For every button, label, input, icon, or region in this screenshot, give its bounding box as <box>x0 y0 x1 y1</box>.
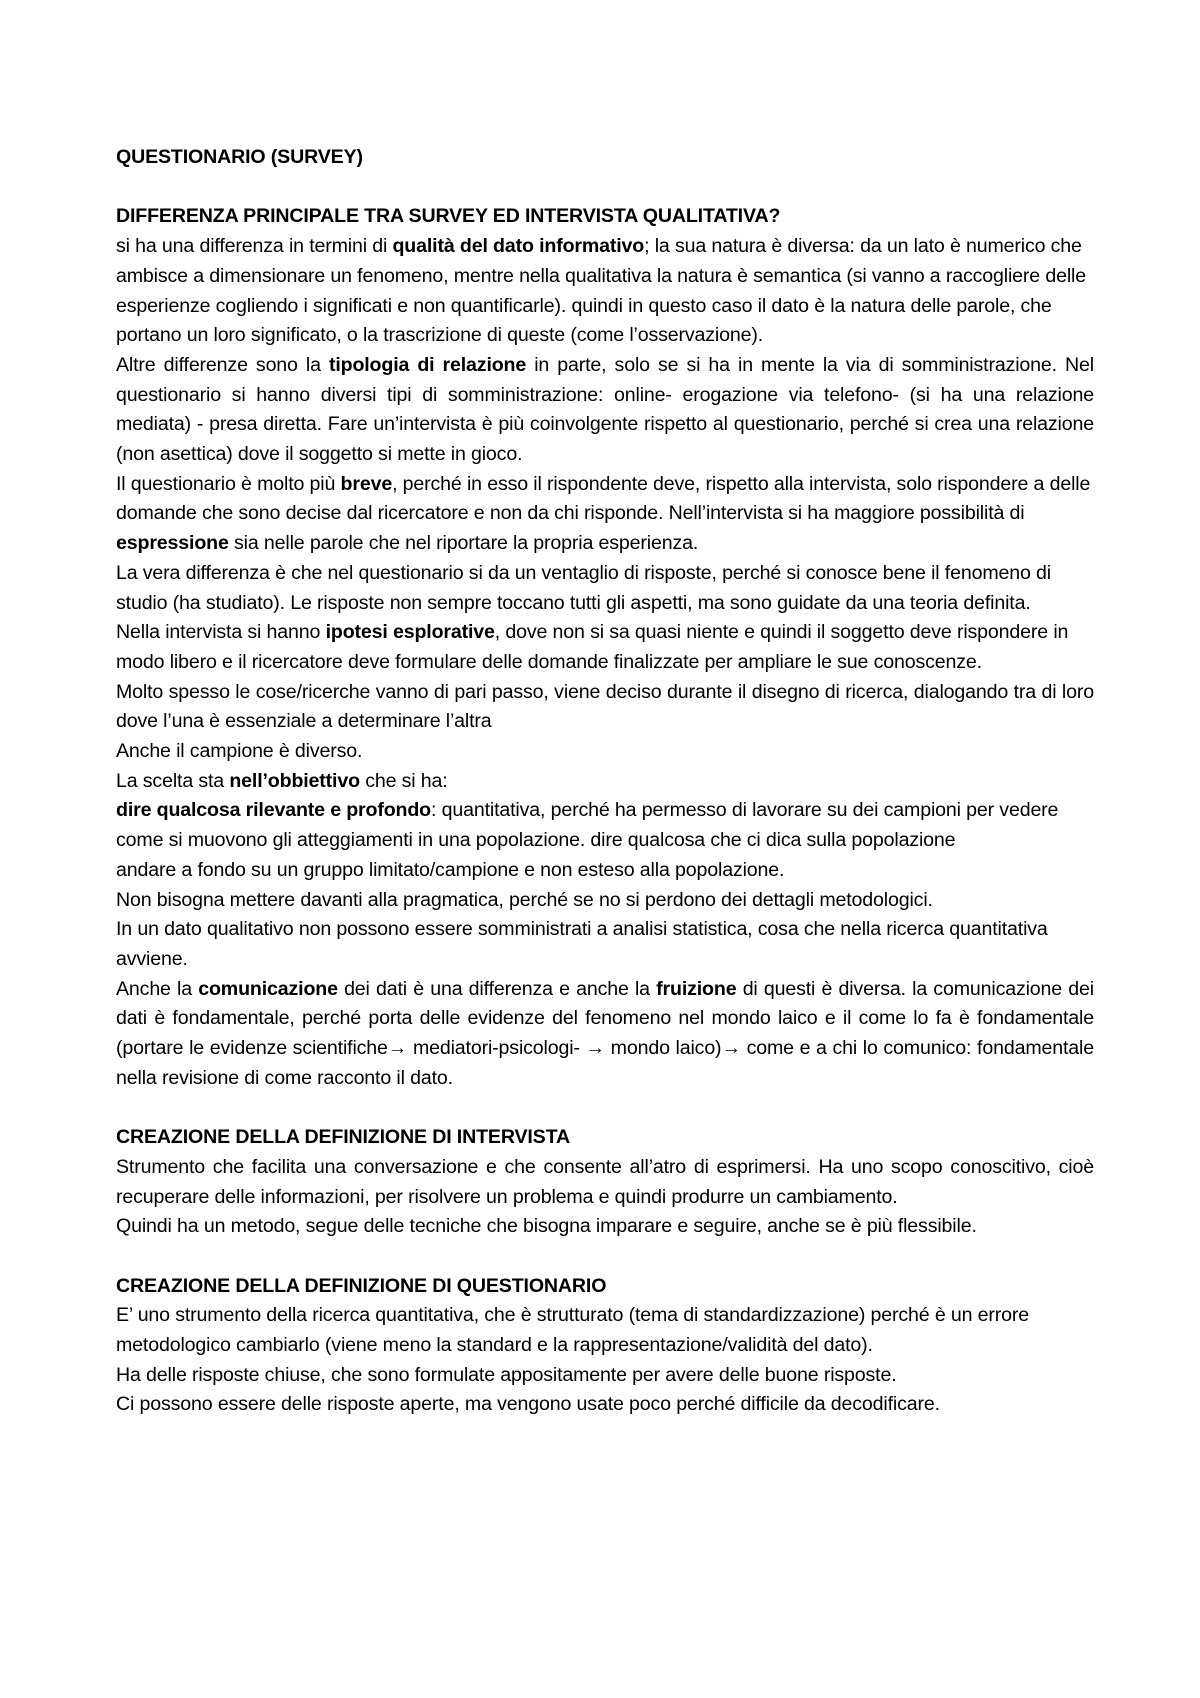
bold-term: ipotesi esplorative <box>325 621 495 644</box>
bold-term: espressione <box>116 532 229 555</box>
paragraph-qualita-dato: si ha una differenza in termini di qualità del dato informativo; la sua natura è diversa: da un lato è numerico che ambisce a dimensionare un fenomeno, mentre nella qualitativa la natura è semantica (si vanno a raccogliere delle esperienze cogliendo i significati e non quantificarle). quindi in questo caso il dato è la natura delle parole, che portano un loro significato, o la trascrizione di queste (come l’osservazione). <box>116 235 1086 347</box>
paragraph-risposte-chiuse: Ha delle risposte chiuse, che sono formulate appositamente per avere delle buone risposte. <box>116 1363 897 1386</box>
blank-line <box>116 173 1094 203</box>
bold-term: dire qualcosa rilevante e profondo <box>116 799 432 822</box>
arrow-right-icon: → <box>387 1037 408 1060</box>
paragraph-dato-qualitativo: In un dato qualitativo non possono essere somministrati a analisi statistica, cosa che nella ricerca quantitativa avviene. <box>116 918 1048 970</box>
paragraph-tipologia-relazione: Altre differenze sono la tipologia di relazione in parte, solo se si ha in mente la via di somministrazione. Nel questionario si hanno diversi tipi di somministrazione: online- erogazione via telefono- (si ha una relazione mediata) - presa diretta. Fare un’intervista è più coinvolgente rispetto al questionario, perché si crea una relazione (non asettica) dove il soggetto si mette in gioco. <box>116 353 1095 466</box>
document-page <box>116 143 1094 1420</box>
blank-line <box>116 1242 1094 1272</box>
section-heading-questionario: CREAZIONE DELLA DEFINIZIONE DI QUESTIONARIO <box>116 1274 607 1297</box>
section-heading-intervista: CREAZIONE DELLA DEFINIZIONE DI INTERVISTA <box>116 1126 570 1149</box>
paragraph-breve: Il questionario è molto più breve, perché in esso il rispondente deve, rispetto alla intervista, solo rispondere a delle domande che sono decise dal ricercatore e non da chi risponde. Nell’intervista si ha maggiore possibilità di espressione sia nelle parole che nel riportare la propria esperienza. <box>116 472 1091 555</box>
paragraph-strumento-questionario: E’ uno strumento della ricerca quantitativa, che è strutturato (tema di standardizzazione) perché è un errore metodologico cambiarlo (viene meno la standard e la rappresentazione/validità del dato). <box>116 1304 1030 1357</box>
paragraph-ipotesi-esplorative: Nella intervista si hanno ipotesi esplorative, dove non si sa quasi niente e quindi il soggetto deve rispondere in modo libero e il ricercatore deve formulare delle domande finalizzate per ampliare le sue conoscenze. <box>116 621 1069 673</box>
paragraph-dire-qualcosa: dire qualcosa rilevante e profondo: quantitativa, perché ha permesso di lavorare su dei campioni per vedere come si muovono gli atteggiamenti in una popolazione. dire qualcosa che ci dica sulla popolazione <box>116 799 1059 852</box>
paragraph-vera-differenza: La vera differenza è che nel questionario si da un ventaglio di risposte, perché si conosce bene il fenomeno di studio (ha studiato). Le risposte non sempre toccano tutti gli aspetti, ma sono guidate da una teoria definita. <box>116 561 1051 614</box>
bold-term: tipologia di relazione <box>328 353 527 376</box>
paragraph-strumento-intervista: Strumento che facilita una conversazione e che consente all’atro di esprimersi. Ha uno scopo conoscitivo, cioè recuperare delle informazioni, per risolvere un problema e quindi produrre un cambiamento. <box>116 1155 1094 1208</box>
bold-term: fruizione <box>656 977 737 1000</box>
blank-line <box>116 1093 1094 1123</box>
section-heading-differenza: DIFFERENZA PRINCIPALE TRA SURVEY ED INTERVISTA QUALITATIVA? <box>116 205 781 228</box>
bold-term: nell’obbiettivo <box>229 769 360 792</box>
bold-term: comunicazione <box>198 977 338 1000</box>
bold-term: breve <box>340 472 393 495</box>
paragraph-comunicazione: Anche la comunicazione dei dati è una differenza e anche la fruizione di questi è diversa. la comunicazione dei dati è fondamentale, perché porta delle evidenze del fenomeno nel mondo laico e il come lo fa è fondamentale (portare le evidenze scientifiche→ mediatori-psicologi- → mondo laico)→ come e a chi lo comunico: fondamentale nella revisione di come racconto il dato. <box>116 977 1094 1089</box>
paragraph-risposte-aperte: Ci possono essere delle risposte aperte, ma vengono usate poco perché difficile da decodificare. <box>116 1393 940 1416</box>
paragraph-metodo: Quindi ha un metodo, segue delle tecniche che bisogna imparare e seguire, anche se è più flessibile. <box>116 1215 977 1238</box>
paragraph-scelta: La scelta sta nell’obbiettivo che si ha: <box>116 769 448 792</box>
arrow-right-icon: → <box>721 1037 741 1060</box>
paragraph-andare-fondo: andare a fondo su un gruppo limitato/campione e non esteso alla popolazione. <box>116 858 785 881</box>
arrow-right-icon: → <box>585 1037 605 1060</box>
paragraph-pari-passo: Molto spesso le cose/ricerche vanno di pari passo, viene deciso durante il disegno di ricerca, dialogando tra di loro dove l’una è essenziale a determinare l’altra <box>116 680 1094 733</box>
bold-term: qualità del dato informativo <box>392 235 645 258</box>
paragraph-campione: Anche il campione è diverso. <box>116 740 363 763</box>
document-title: QUESTIONARIO (SURVEY) <box>116 146 363 168</box>
paragraph-pragmatica: Non bisogna mettere davanti alla pragmatica, perché se no si perdono dei dettagli metodologici. <box>116 888 933 911</box>
